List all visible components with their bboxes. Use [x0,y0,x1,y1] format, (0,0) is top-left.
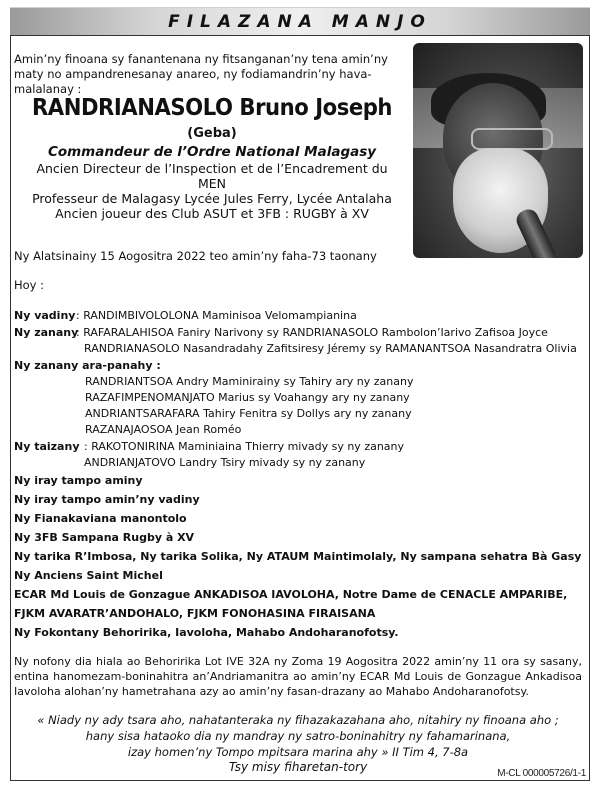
quote-line: hany sisa hataoko dia ny mandray ny satro-boninahitry ny fahamarinana, [85,729,511,743]
deceased-titles [14,161,410,221]
deceased-name: RANDRIANASOLO Bruno Joseph [31,95,393,121]
bible-quote [14,712,582,760]
group-line: Ny Fianakaviana manontolo [14,512,187,525]
title-line: Professeur de Malagasy Lycée Jules Ferry, Lycée Antalaha [32,191,392,206]
title-line: Ancien joueur des Club ASUT et 3FB : RUGBY à XV [55,206,369,221]
grandchild-line: RAZAFIMPENOMANJATO Marius sy Voahangy ary ny zanany [85,391,410,404]
spouse-name: : RANDIMBIVOLOLONA Maminisoa Velomampianina [76,309,357,322]
death-notice: Ny Alatsinainy 15 Aogositra 2022 teo amin’ny faha-73 taonany [14,249,377,263]
quote-line: « Niady ny ady tsara aho, nahatanteraka ny fihazakazahana aho, nitahiry ny finoana aho ; [37,713,559,727]
child-line: : RAFARALAHISOA Faniry Narivony sy RANDRIANASOLO Rambolon’Iarivo Zafisoa Joyce [76,326,548,339]
portrait-photo [413,43,583,258]
spouse-label: Ny vadiny [14,309,76,322]
photo-glasses [471,128,553,150]
closing-line: Tsy misy fiharetan-tory [228,760,368,774]
group-line: Ny iray tampo aminy [14,474,143,487]
group-line: Ny iray tampo amin’ny vadiny [14,493,200,506]
grandchildren-label: Ny zanany ara-panahy : [14,359,161,372]
deceased-nickname: (Geba) [187,126,237,141]
intro-text: Amin’ny finoana sy fanantenana ny fitsanganan’ny tena amin’ny maty no ampandrenesanay anareo, ny fodiamandrin’ny hava-malalanay : [14,52,388,96]
nephew-line: : RAKOTONIRINA Maminiaina Thierry mivady sy ny zanany [84,440,405,453]
group-line: Ny Fokontany Behoririka, Iavoloha, Mahabo Andoharanofotsy. [14,626,399,639]
grandchild-line: RANDRIANTSOA Andry Maminirainy sy Tahiry ary ny zanany [85,375,414,388]
group-line: Ny Anciens Saint Michel [14,569,163,582]
nephew-line: ANDRIANJATOVO Landry Tsiry mivady sy ny zanany [84,456,366,469]
grandchild-line: ANDRIANTSARAFARA Tahiry Fenitra sy Dollys ary ny zanany [85,407,412,420]
deceased-honor: Commandeur de l’Ordre National Malagasy [47,144,377,160]
group-line: ECAR Md Louis de Gonzague ANKADISOA IAVOLOHA, Notre Dame de CENACLE AMPARIBE, [14,588,568,601]
title-line: Ancien Directeur de l’Inspection et de l’Encadrement du [36,161,388,176]
header-title: FILAZANA MANJO [168,11,432,32]
group-line: FJKM AVARATR’ANDOHALO, FJKM FONOHASINA FIRAISANA [14,607,376,620]
child-line: RANDRIANASOLO Nasandradahy Zafitsiresy Jéremy sy RAMANANTSOA Nasandratra Olivia [84,342,577,355]
microphone-icon [513,206,558,258]
funeral-details: Ny nofony dia hiala ao Behoririka Lot IVE 32A ny Zoma 19 Aogositra 2022 amin’ny 11 ora sy sasany, entina hanomezam-boninahitra an’Andriamanitra ao amin’ny ECAR Md Louis de Gonzague Ankadisoa Iavoloha alohan’ny hametrahana azy ao amin’ny fasan-drazany ao Mahabo Andoharanofotsy. [14,655,582,698]
group-line: Ny tarika R’Imbosa, Ny tarika Solika, Ny ATAUM Maintimolaly, Ny sampana sehatra Bà Gasy [14,550,582,563]
header-banner [10,7,590,35]
reference-code: M-CL 000005726/1-1 [497,768,586,779]
children-label: Ny zanany [14,326,79,339]
group-line: Ny 3FB Sampana Rugby à XV [14,531,195,544]
title-line: MEN [197,176,227,191]
deceased-block [14,93,410,221]
hoy-label: Hoy : [14,278,45,292]
quote-line: izay homen’ny Tompo mpitsara marina ahy » II Tim 4, 7-8a [127,745,469,759]
grandchild-line: RAZANAJAOSOA Jean Roméo [85,423,242,436]
nephews-label: Ny taizany [14,440,80,453]
